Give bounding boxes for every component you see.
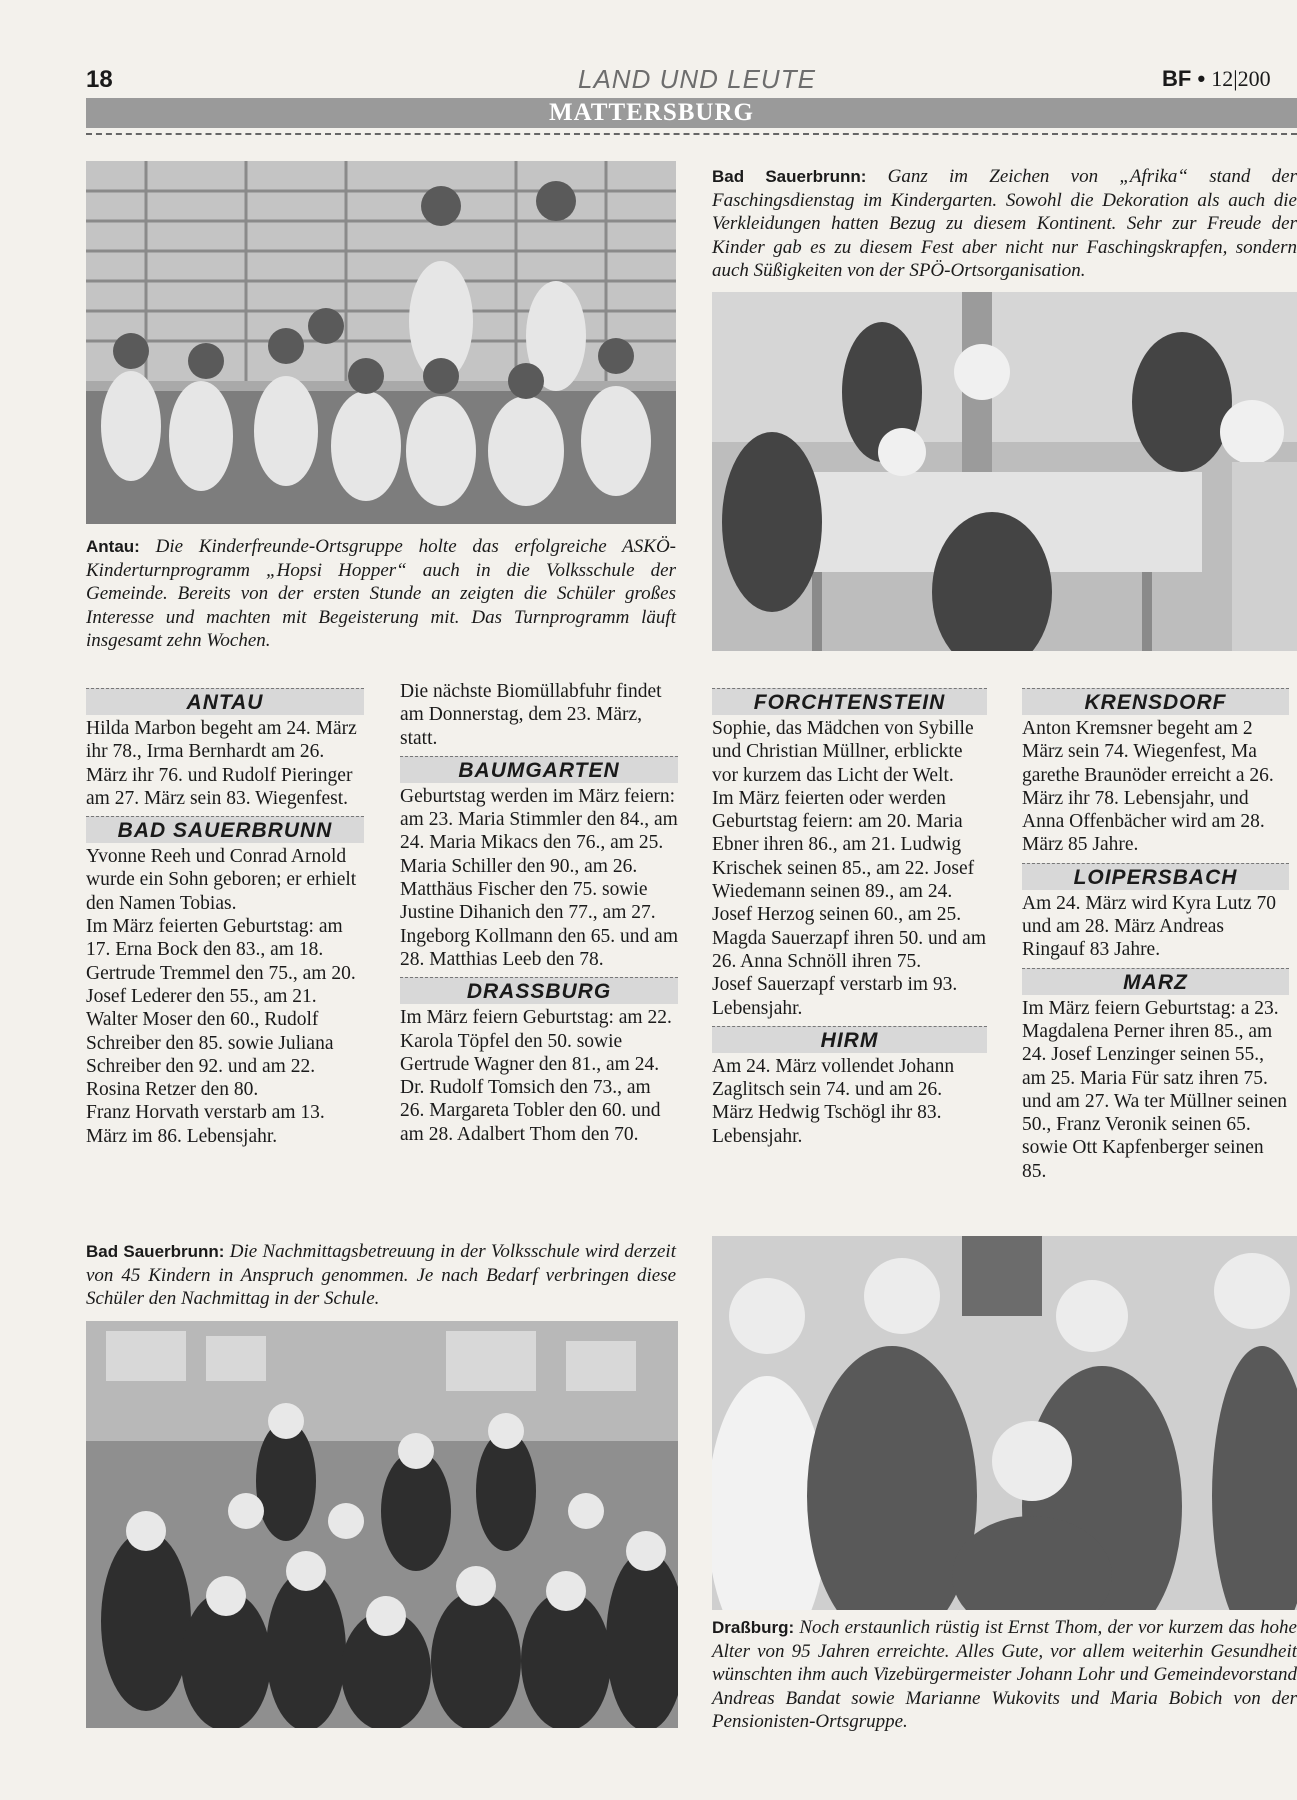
publication-issue bbox=[1162, 66, 1271, 92]
photo-kindergarten-fasching bbox=[712, 292, 1297, 651]
header-divider bbox=[86, 133, 1297, 135]
section-heading-forchtenstein: FORCHTENSTEIN bbox=[712, 688, 987, 715]
caption-bad-sauerbrunn-fasching bbox=[712, 165, 1297, 283]
section-heading-marz: MARZ bbox=[1022, 968, 1289, 995]
section-heading-krensdorf: KRENSDORF bbox=[1022, 688, 1289, 715]
region-title: MATTERSBURG bbox=[548, 99, 754, 126]
section-body-bad-sauerbrunn-birthdays: Im März feierten Geburtstag: am 17. Erna Bock den 83., am 18. Gertrude Tremmel den 75., am 20. Josef Lederer den 55., am 21. Walter Moser den 60., Rudolf Schreiber den 85. sowie Juliana Schreiber den 92. und am 22. Rosina Retzer den 80. bbox=[86, 916, 356, 1101]
section-body-bad-sauerbrunn: Yvonne Reeh und Conrad Arnold wurde ein Sohn geboren; er erhielt den Namen Tobias. bbox=[86, 846, 357, 914]
column-2 bbox=[400, 680, 678, 1146]
column-4 bbox=[1022, 688, 1289, 1183]
section-body-loipersbach: Am 24. März wird Kyra Lutz 70 und am 28. März Andreas Ringauf 83 Jahre. bbox=[1022, 892, 1276, 961]
section-heading-baumgarten: BAUMGARTEN bbox=[400, 756, 678, 783]
notice-biomuell: Die nächste Biomüllabfuhr findet am Donnerstag, dem 23. März, statt. bbox=[400, 681, 662, 749]
caption-place: Bad Sauerbrunn: bbox=[86, 1242, 225, 1261]
caption-place: Draßburg: bbox=[712, 1618, 795, 1637]
section-body-antau: Hilda Marbon begeht am 24. März ihr 78., Irma Bernhardt am 26. März ihr 76. und Rudolf Pieringer am 27. März sein 83. Wiegenfest. bbox=[86, 718, 357, 809]
page-number: 18 bbox=[86, 66, 113, 93]
section-body-forchtenstein-birthdays: Im März feierten oder werden Geburtstag feiern: am 20. Maria Ebner ihren 86., am 21. Ludwig Krischek seinen 85., am 22. Josef Wiedemann seinen 89., am 24. Josef Herzog seinen 60., am 25. Magda Sauerzapf ihren 50. und am 26. Anna Schnöll ihren 75. bbox=[712, 787, 986, 972]
section-heading-drassburg: DRASSBURG bbox=[400, 977, 678, 1004]
separator-dot: • bbox=[1197, 66, 1206, 91]
caption-text: Ganz im Zeichen von „Afrika“ stand der Faschingsdienstag im Kindergarten. Sowohl die Dekoration als auch die Verkleidungen hatten Bezug zu diesem Kontinent. Sehr zur Freude der Kinder gab es zu diesem Fest aber nicht nur Faschingskrapfen, sondern auch Süßigkeiten von der SPÖ-Ortsorganisation. bbox=[712, 166, 1297, 281]
section-body-drassburg: Im März feiern Geburtstag: am 22. Karola Töpfel den 50. sowie Gertrude Wagner den 81., am 24. Dr. Rudolf Tomsich den 73., am 26. Margareta Tobler den 60. und am 28. Adalbert Thom den 70. bbox=[400, 1007, 672, 1145]
caption-text: Noch erstaunlich rüstig ist Ernst Thom, der vor kurzem das hohe Alter von 95 Jahren erreichte. Alles Gute, vor allem weiterhin Gesundheit wünschten ihm auch Vizebürgermeister Johann Lohr und Gemeindevorstand Andreas Bandat sowie Marianne Wukovits und Maria Bobich von der Pensionisten-Ortsgruppe. bbox=[712, 1617, 1297, 1732]
photo-antau-children bbox=[86, 161, 676, 524]
section-body-forchtenstein-obituary: Josef Sauerzapf verstarb im 93. Lebensjahr. bbox=[712, 974, 958, 1019]
section-body-krensdorf: Anton Kremsner begeht am 2 März sein 74. Wiegenfest, Ma garethe Braunöder erreicht a 26. März ihr 78. Lebensjahr, und Anna Offenbächer wird am 28. März 85 Jahre. bbox=[1022, 718, 1274, 856]
section-body-marz: Im März feiern Geburtstag: a 23. Magdalena Perner ihren 85., am 24. Josef Lenzinger seinen 55., am 25. Maria Für satz ihren 75. und am 27. Wa ter Müllner seinen 50., Franz Veronik seinen 65. sowie Ott Kapfenberger seinen 85. bbox=[1022, 997, 1288, 1182]
caption-text: Die Kinderfreunde-Ortsgruppe holte das erfolgreiche ASKÖ-Kinderturnprogramm „Hopsi Hopper“ auch in die Volksschule der Gemeinde. Bereits von der ersten Stunde an zeigten die Schüler großes Interesse und machten mit Begeisterung mit. Das Turnprogramm läuft insgesamt zehn Wochen. bbox=[86, 536, 676, 651]
section-heading-bad-sauerbrunn: BAD SAUERBRUNN bbox=[86, 816, 364, 843]
section-body-forchtenstein: Sophie, das Mädchen von Sybille und Christian Müllner, erblickte vor kurzem das Licht der Welt. bbox=[712, 718, 974, 786]
caption-bad-sauerbrunn-nachmittag bbox=[86, 1240, 676, 1311]
section-heading-antau: ANTAU bbox=[86, 688, 364, 715]
photo-volksschule-group bbox=[86, 1321, 678, 1728]
region-bar bbox=[86, 98, 1297, 128]
section-body-bad-sauerbrunn-obituary: Franz Horvath verstarb am 13. März im 86. Lebensjahr. bbox=[86, 1102, 325, 1147]
photo-ernst-thom bbox=[712, 1236, 1297, 1610]
caption-place: Bad Sauerbrunn: bbox=[712, 167, 867, 186]
column-3 bbox=[712, 688, 987, 1148]
caption-text: Die Nachmittagsbetreuung in der Volksschule wird derzeit von 45 Kindern in Anspruch genommen. Je nach Bedarf verbringen diese Schüler den Nachmittag in der Schule. bbox=[86, 1241, 676, 1309]
issue-number: 12|200 bbox=[1211, 66, 1271, 91]
caption-place: Antau: bbox=[86, 537, 140, 556]
caption-antau bbox=[86, 535, 676, 653]
section-body-hirm: Am 24. März vollendet Johann Zaglitsch sein 74. und am 26. März Hedwig Tschögl ihr 83. Lebensjahr. bbox=[712, 1055, 955, 1147]
section-heading-hirm: HIRM bbox=[712, 1026, 987, 1053]
section-title: LAND UND LEUTE bbox=[578, 64, 816, 94]
caption-drassburg bbox=[712, 1616, 1297, 1734]
section-body-baumgarten: Geburtstag werden im März feiern: am 23. Maria Stimmler den 84., am 24. Maria Mikacs den 76., am 25. Maria Schiller den 90., am 26. Matthäus Fischer den 75. sowie Justine Dihanich den 77., am 27. Ingeborg Kollmann den 65. und am 28. Matthias Leeb den 78. bbox=[400, 785, 679, 970]
column-1 bbox=[86, 688, 364, 1148]
section-heading-loipersbach: LOIPERSBACH bbox=[1022, 863, 1289, 890]
publication-name: BF bbox=[1162, 66, 1192, 91]
